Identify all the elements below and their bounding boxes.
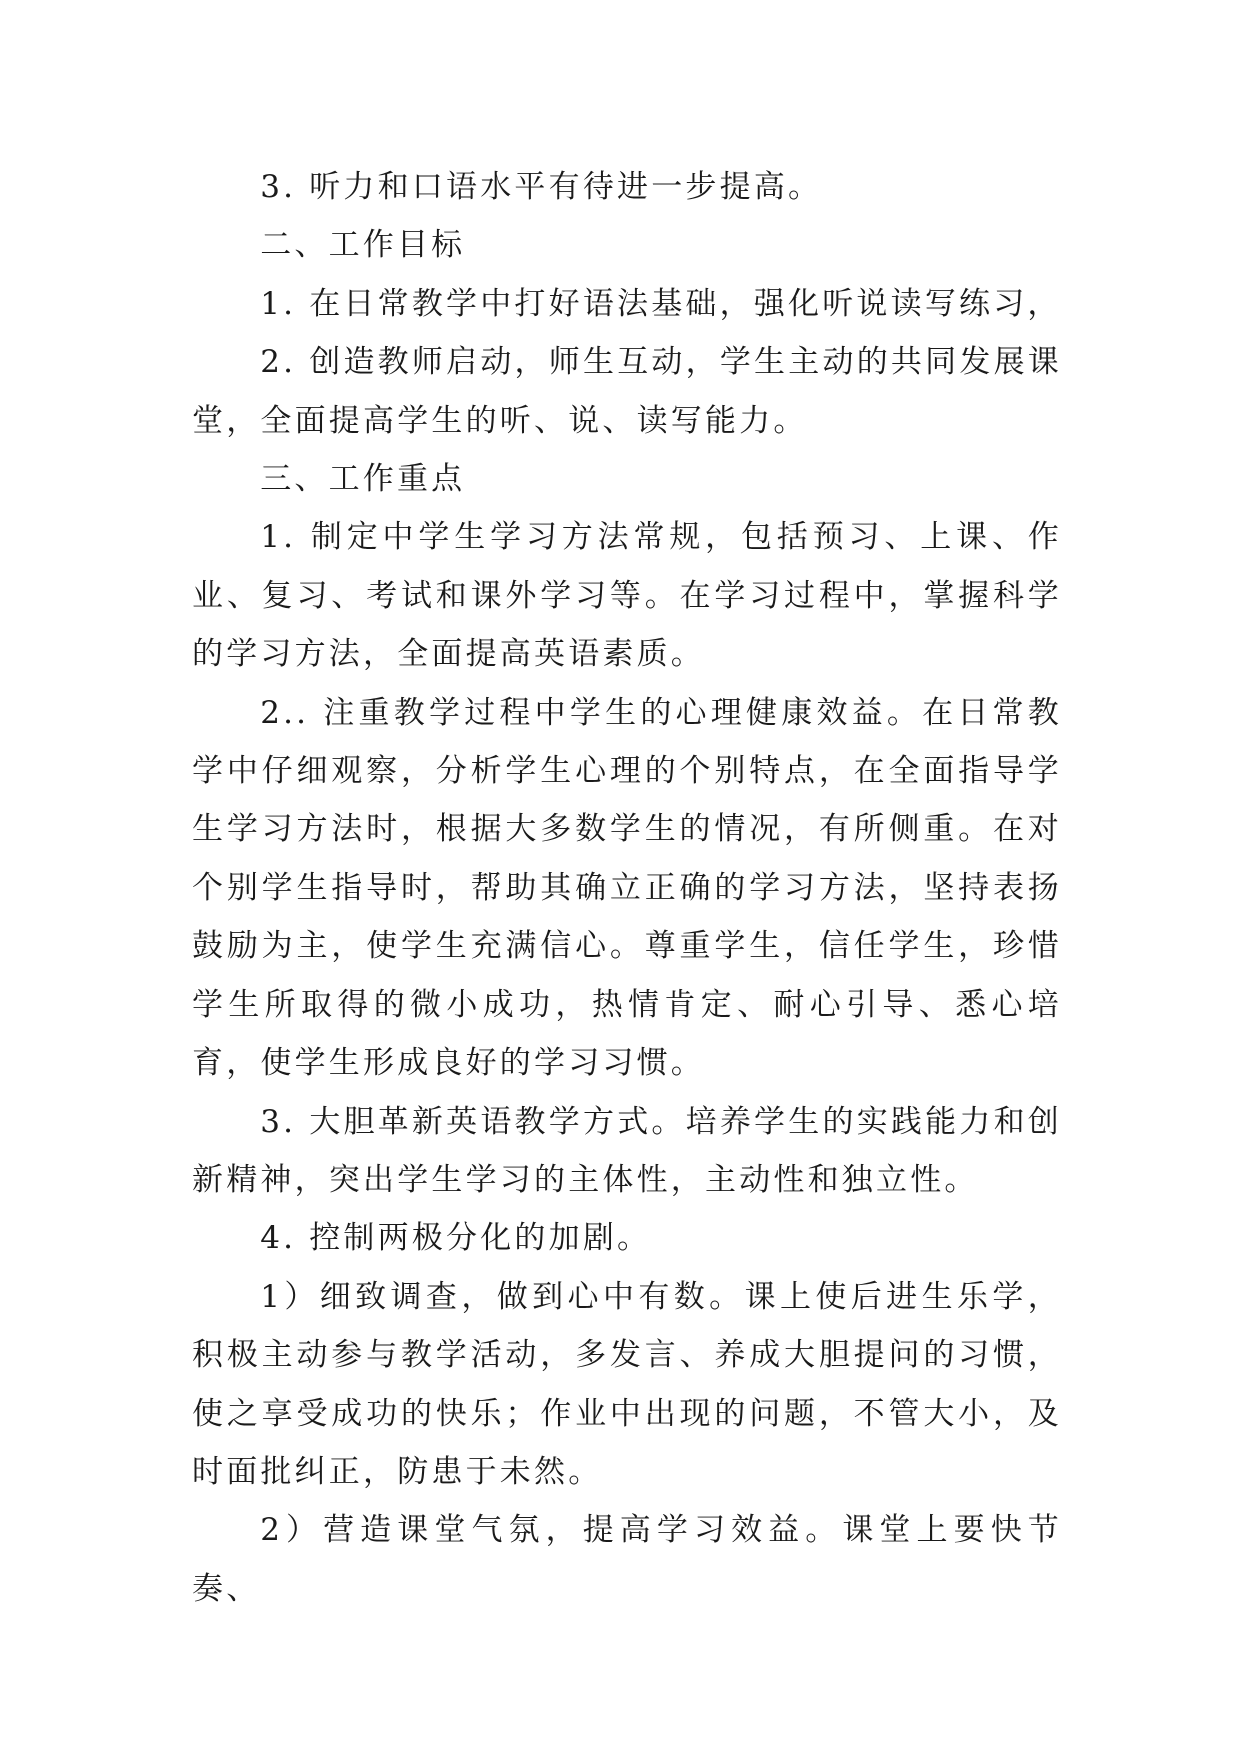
- paragraph-focus-4: 4. 控制两极分化的加剧。: [260, 1220, 652, 1257]
- paragraph-goal-1: 1. 在日常教学中打好语法基础，强化听说读写练习，: [260, 285, 1062, 322]
- paragraph-focus-2: 2.. 注重教学过程中学生的心理健康效益。在日常教学中仔细观察，分析学生心理的个别特点，在全面指导学生学习方法时，根据大多数学生的情况，有所侧重。在对个别学生指导时，帮助其确立正确的学习方法，坚持表扬鼓励为主，使学生充满信心。尊重学生，信任学生，珍惜学生所取得的微小成功，热情肯定、耐心引导、悉心培育，使学生形成良好的学习习惯。: [192, 694, 1062, 1082]
- heading-work-goals: 二、工作目标: [260, 227, 466, 264]
- paragraph-goal-2: 2. 创造教师启动，师生互动，学生主动的共同发展课堂，全面提高学生的听、说、读写能力。: [192, 344, 1062, 439]
- paragraph-subitem-2: 2）营造课堂气氛，提高学习效益。课堂上要快节奏、: [192, 1512, 1062, 1607]
- paragraph-focus-1: 1. 制定中学生学习方法常规，包括预习、上课、作业、复习、考试和课外学习等。在学习过程中，掌握科学的学习方法，全面提高英语素质。: [192, 519, 1062, 673]
- paragraph-focus-3: 3. 大胆革新英语教学方式。培养学生的实践能力和创新精神，突出学生学习的主体性，主动性和独立性。: [192, 1103, 1062, 1198]
- heading-work-focus: 三、工作重点: [260, 461, 466, 498]
- paragraph-listening-speaking: 3. 听力和口语水平有待进一步提高。: [260, 169, 823, 205]
- document-body: [192, 158, 1062, 1618]
- paragraph-subitem-1: 1）细致调查，做到心中有数。课上使后进生乐学，积极主动参与教学活动，多发言、养成大胆提问的习惯，使之享受成功的快乐；作业中出现的问题，不管大小，及时面批纠正，防患于未然。: [192, 1278, 1062, 1490]
